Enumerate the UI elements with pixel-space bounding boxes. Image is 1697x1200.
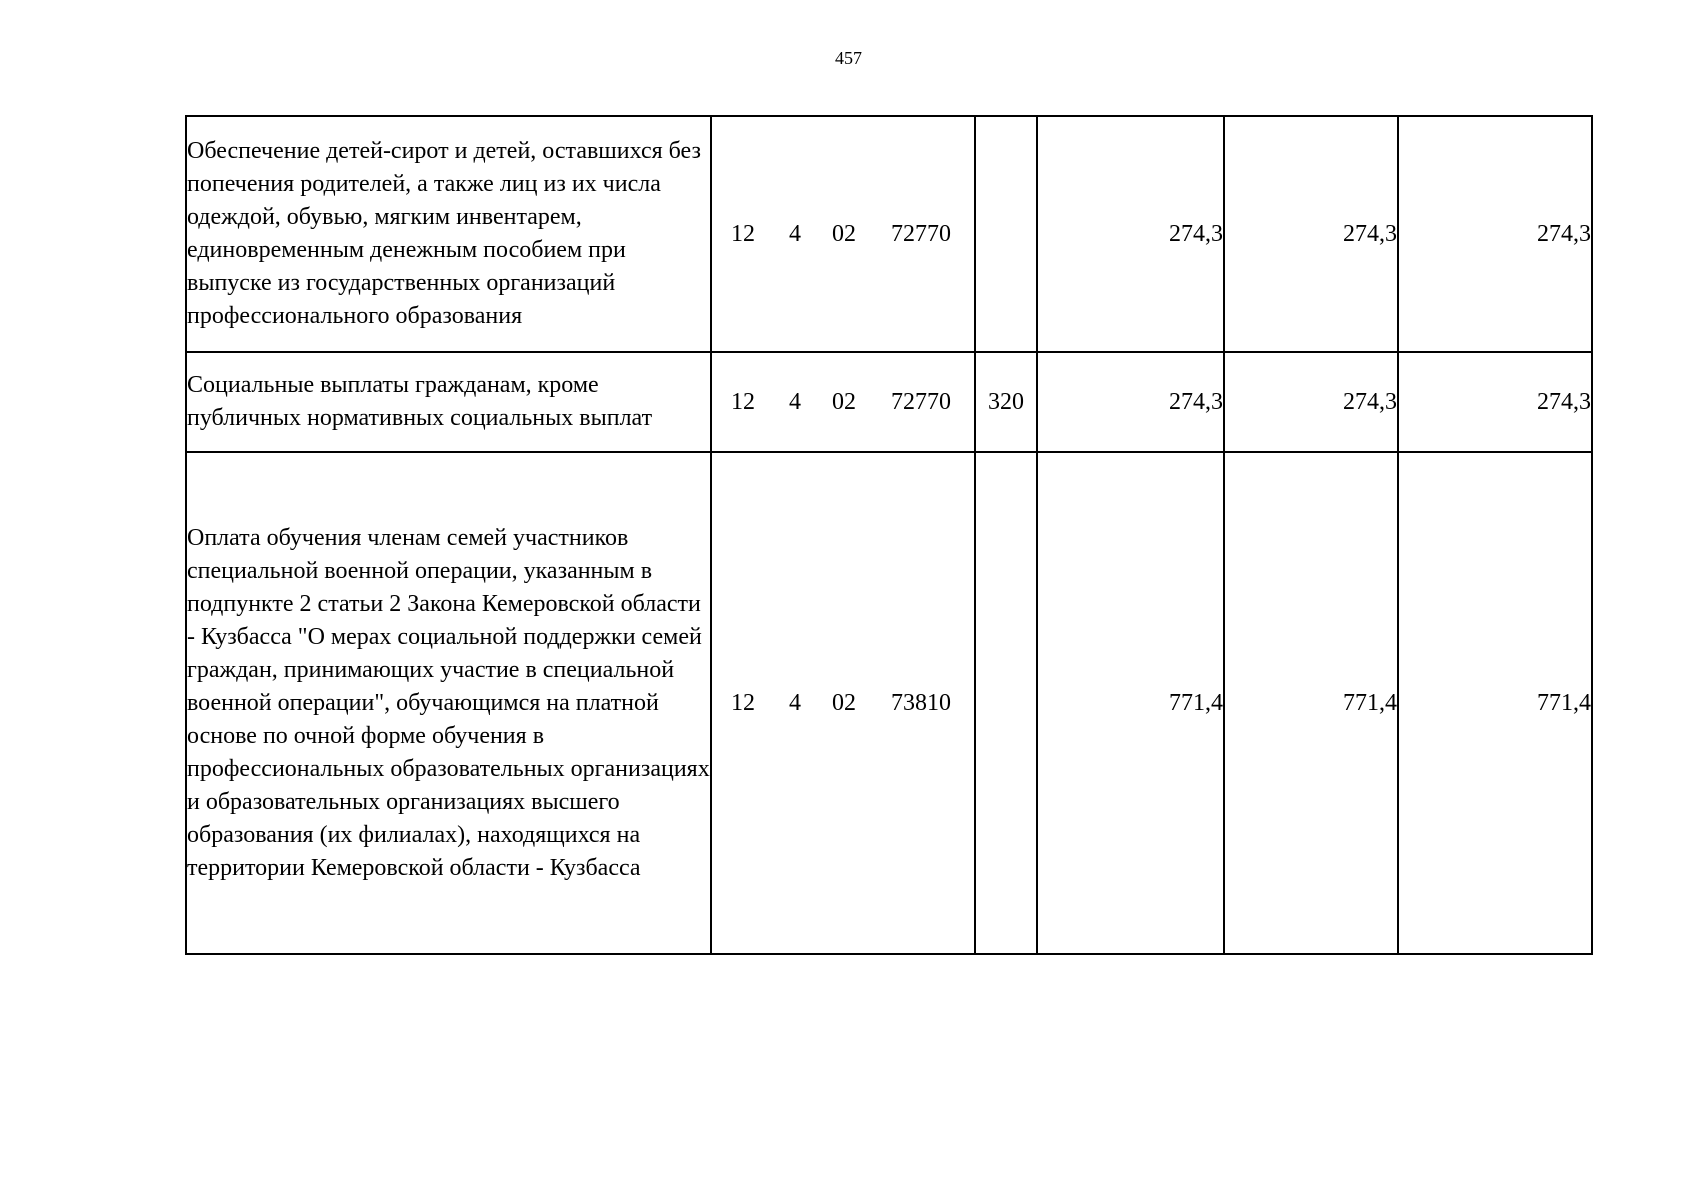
section-code: 12: [731, 388, 755, 415]
direction-code: 72770: [891, 388, 951, 415]
amount-year3: 274,3: [1398, 116, 1592, 352]
program-code: 4: [789, 220, 801, 247]
section-code: 12: [731, 220, 755, 247]
direction-code: 73810: [891, 689, 951, 716]
program-code: 4: [789, 689, 801, 716]
table-row: [186, 116, 1592, 352]
expense-type-cell: [975, 452, 1037, 954]
budget-code-cell: [711, 116, 975, 352]
budget-code-cell: [711, 352, 975, 452]
row-description: Обеспечение детей-сирот и детей, оставшихся без попечения родителей, а также лиц из их числа одеждой, обувью, мягким инвентарем, единовременным денежным пособием при выпуске из государственных организаций профессионального образования: [186, 116, 711, 352]
amount-year2: 274,3: [1224, 352, 1398, 452]
page-number: 457: [835, 48, 862, 68]
amount-year3: 274,3: [1398, 352, 1592, 452]
table-row: [186, 452, 1592, 954]
row-description: Социальные выплаты гражданам, кроме публичных нормативных социальных выплат: [186, 352, 711, 452]
direction-code: 72770: [891, 220, 951, 247]
subprogram-code: 02: [832, 689, 856, 716]
budget-code-cell: [711, 452, 975, 954]
table-row: [186, 352, 1592, 452]
expense-type-cell: [975, 116, 1037, 352]
expense-type-cell: 320: [975, 352, 1037, 452]
amount-year3: 771,4: [1398, 452, 1592, 954]
program-code: 4: [789, 388, 801, 415]
budget-table: [185, 115, 1593, 955]
amount-year1: 274,3: [1037, 352, 1224, 452]
subprogram-code: 02: [832, 388, 856, 415]
amount-year2: 771,4: [1224, 452, 1398, 954]
amount-year1: 771,4: [1037, 452, 1224, 954]
amount-year2: 274,3: [1224, 116, 1398, 352]
amount-year1: 274,3: [1037, 116, 1224, 352]
row-description: Оплата обучения членам семей участников специальной военной операции, указанным в подпункте 2 статьи 2 Закона Кемеровской области - Кузбасса "О мерах социальной поддержки семей граждан, принимающих участие в специальной военной операции", обучающимся на платной основе по очной форме обучения в профессиональных образовательных организациях и образовательных организациях высшего образования (их филиалах), находящихся на территории Кемеровской области - Кузбасса: [186, 452, 711, 954]
section-code: 12: [731, 689, 755, 716]
subprogram-code: 02: [832, 220, 856, 247]
